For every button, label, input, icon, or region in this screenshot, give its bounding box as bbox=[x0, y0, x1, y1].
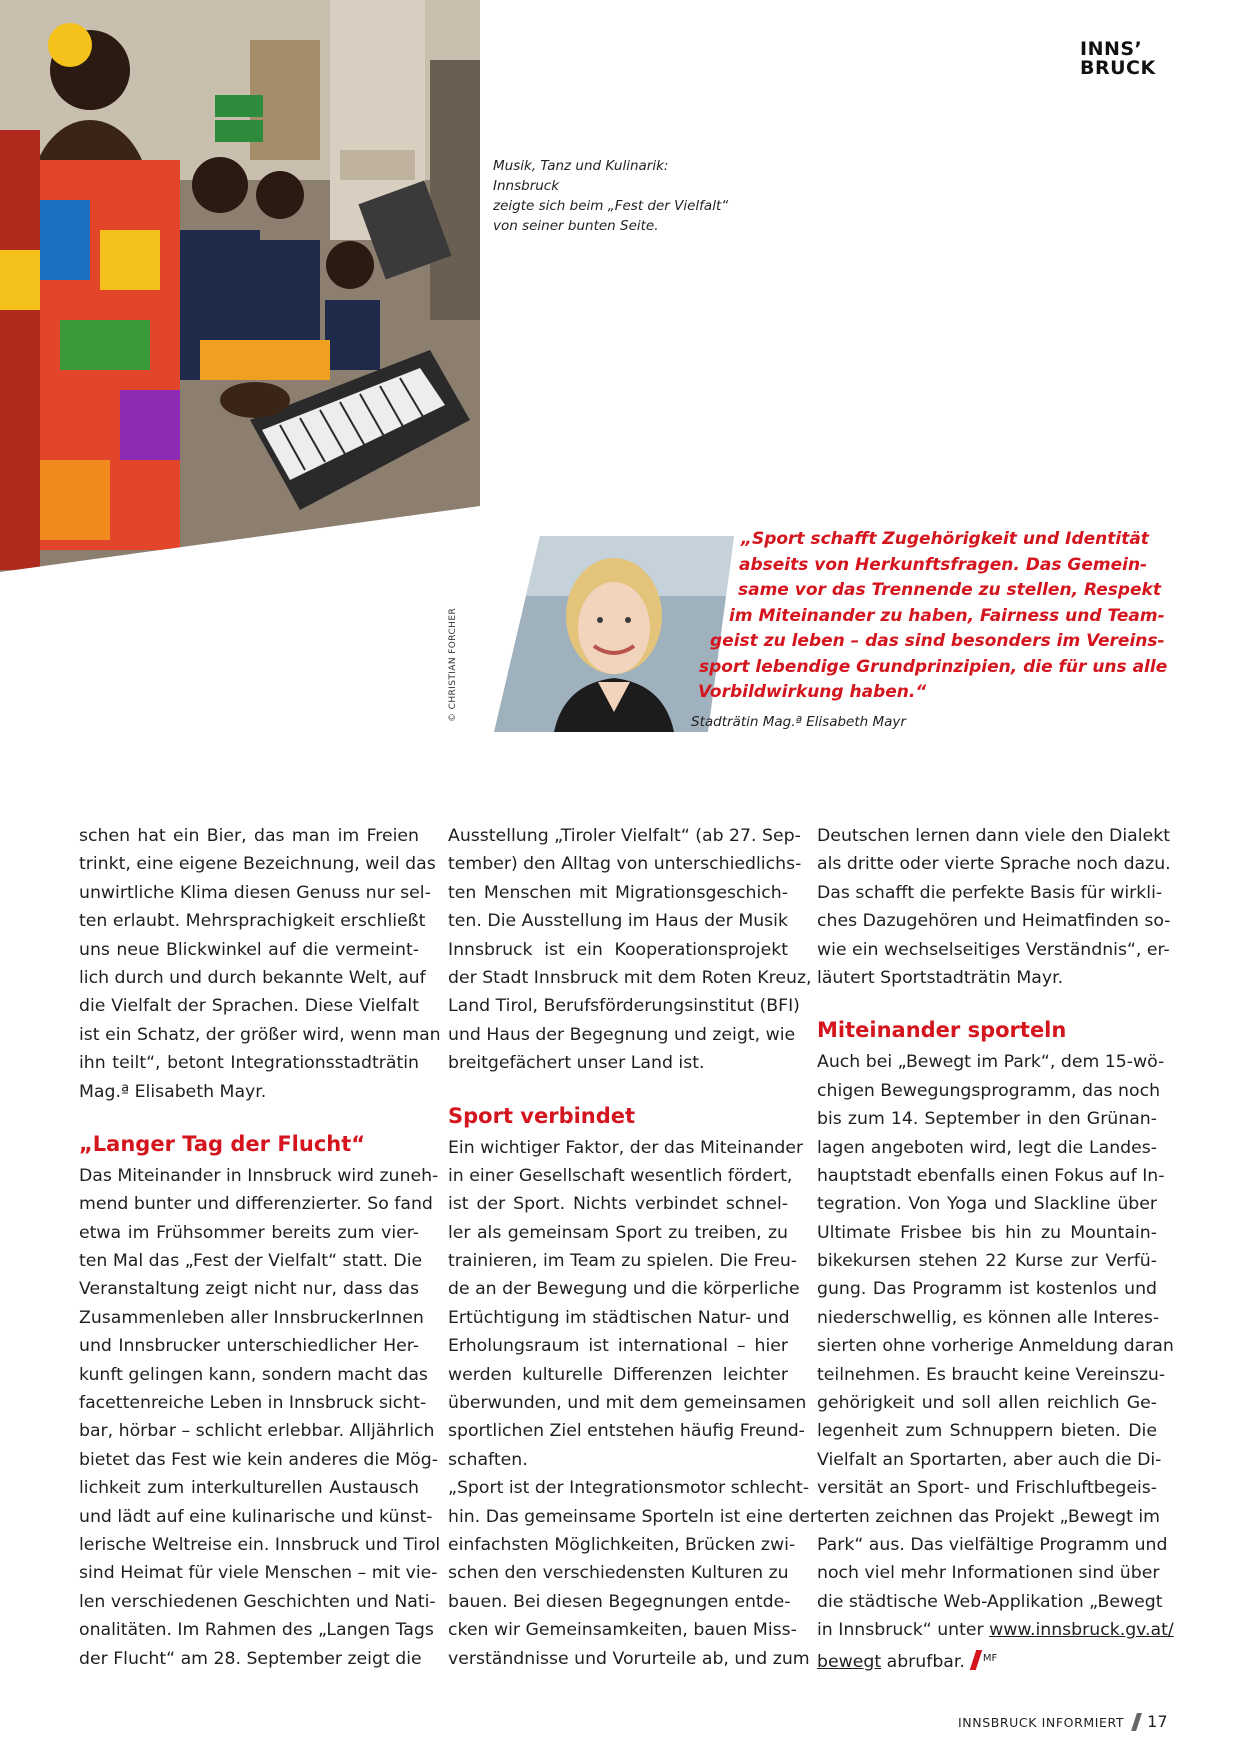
text-line: Auch bei „Bewegt im Park“, dem 15-wö- bbox=[817, 1052, 1165, 1073]
text-line: lich durch und durch bekannte Welt, auf bbox=[79, 967, 426, 988]
text-line bbox=[817, 1645, 1157, 1673]
text-line: lagen angeboten wird, legt die Landes- bbox=[817, 1137, 1157, 1158]
text-line: Vielfalt an Sportarten, aber auch die Di- bbox=[817, 1449, 1162, 1470]
author-signature: MF bbox=[982, 1652, 998, 1664]
text-line: Land Tirol, Berufsförderungsinstitut (BFI) bbox=[448, 996, 800, 1017]
text-line: Das schafft die perfekte Basis für wirkli- bbox=[817, 882, 1163, 903]
text-line: läutert Sportstadträtin Mayr. bbox=[817, 967, 1064, 988]
text-line: facettenreiche Leben in Innsbruck sicht- bbox=[79, 1393, 427, 1414]
text-line: Ein wichtiger Faktor, der das Miteinander bbox=[448, 1137, 804, 1158]
text-line: trainieren, im Team zu spielen. Die Freu- bbox=[448, 1251, 798, 1272]
text-line: ten. Die Ausstellung im Haus der Musik bbox=[448, 911, 788, 932]
text-line: mend bunter und differenzierter. So fand bbox=[79, 1194, 433, 1215]
footer-divider-icon bbox=[1131, 1713, 1142, 1731]
link-prefix: in Innsbruck“ unter bbox=[817, 1620, 984, 1641]
text-line: werden kulturelle Differenzen leichter bbox=[448, 1364, 788, 1385]
text-line: der Flucht“ am 28. September zeigt die bbox=[79, 1648, 422, 1669]
text-line: wie ein wechselseitiges Verständnis“, er- bbox=[817, 939, 1170, 960]
quote-line: abseits von Herkunftsfragen. Das Gemein- bbox=[739, 554, 1148, 575]
text-line: schen hat ein Bier, das man im Freien bbox=[79, 826, 419, 846]
text-line: ten erlaubt. Mehrsprachigkeit erschließt bbox=[79, 911, 426, 932]
photo-credit: © CHRISTIAN FORCHER bbox=[448, 607, 458, 722]
article-column-3 bbox=[817, 822, 1174, 1673]
text-line: bikekursen stehen 22 Kurse zur Verfü- bbox=[817, 1251, 1157, 1272]
text-line: ist der Sport. Nichts verbindet schnel- bbox=[448, 1194, 788, 1215]
quote-line: „Sport schafft Zugehörigkeit und Identität bbox=[741, 529, 1149, 549]
text-line: ist ein Schatz, der größer wird, wenn man bbox=[79, 1024, 441, 1045]
text-line: etwa im Frühsommer bereits zum vier- bbox=[79, 1222, 419, 1243]
text-line bbox=[817, 1616, 1174, 1644]
text-line: bietet das Fest wie kein anderes die Mög- bbox=[79, 1449, 438, 1470]
logo-line-2: BRUCK bbox=[1080, 57, 1156, 79]
quote-line: same vor das Trennende zu stellen, Respekt bbox=[738, 580, 1161, 600]
text-line: tember) den Alltag von unterschiedlichs- bbox=[448, 854, 802, 875]
text-line: chigen Bewegungsprogramm, das noch bbox=[817, 1080, 1161, 1101]
text-line: ler als gemeinsam Sport zu treiben, zu bbox=[448, 1222, 788, 1243]
text-line: bis zum 14. September in den Grünan- bbox=[817, 1109, 1157, 1130]
text-line: onalitäten. Im Rahmen des „Langen Tags bbox=[79, 1620, 434, 1641]
text-line: verständnisse und Vorurteile ab, und zum bbox=[448, 1648, 810, 1669]
quote-author: Stadträtin Mag.ª Elisabeth Mayr bbox=[691, 714, 906, 730]
section-heading-sport-verbindet: Sport verbindet bbox=[448, 1103, 636, 1128]
text-line: hin. Das gemeinsame Sporteln ist eine der bbox=[448, 1506, 818, 1527]
text-line: niederschwellig, es können alle Interes- bbox=[817, 1307, 1160, 1328]
text-line: bauen. Bei diesen Begegnungen entde- bbox=[448, 1591, 791, 1612]
text-line: lerische Weltreise ein. Innsbruck und Tirol bbox=[79, 1534, 441, 1555]
bewegt-link-part-1[interactable]: www.innsbruck.gv.at/ bbox=[989, 1620, 1174, 1641]
text-line: der Stadt Innsbruck mit dem Roten Kreuz, bbox=[448, 967, 812, 988]
text-line: schen den verschiedensten Kulturen zu bbox=[448, 1563, 789, 1584]
end-mark-icon bbox=[970, 1650, 982, 1670]
quote-line: im Miteinander zu haben, Fairness und Team- bbox=[729, 605, 1165, 626]
text-line: Erholungsraum ist international – hier bbox=[448, 1336, 788, 1357]
page-footer bbox=[958, 1712, 1168, 1731]
text-line: Ertüchtigung im städtischen Natur- und bbox=[448, 1307, 790, 1328]
text-line: gehörigkeit und soll allen reichlich Ge- bbox=[817, 1393, 1157, 1414]
section-heading-langer-tag: „Langer Tag der Flucht“ bbox=[79, 1131, 366, 1156]
text-line: und lädt auf eine kulinarische und künst- bbox=[79, 1506, 433, 1527]
text-line: teilnehmen. Es braucht keine Vereinszu- bbox=[817, 1364, 1166, 1385]
text-line: bar, hörbar – schlicht erlebbar. Alljährlich bbox=[79, 1421, 435, 1442]
text-line: schaften. bbox=[448, 1449, 528, 1470]
text-line: als dritte oder vierte Sprache noch dazu. bbox=[817, 854, 1171, 875]
caption-line-1: Musik, Tanz und Kulinarik: Innsbruck bbox=[493, 158, 669, 194]
text-line: überwunden, und mit dem gemeinsamen bbox=[448, 1393, 807, 1414]
link-suffix: abrufbar. bbox=[886, 1651, 965, 1672]
text-line: ihn teilt“, betont Integrationsstadträtin bbox=[79, 1053, 419, 1074]
text-line: hauptstadt ebenfalls einen Fokus auf In- bbox=[817, 1165, 1165, 1186]
footer-label: INNSBRUCK INFORMIERT bbox=[958, 1715, 1125, 1730]
bewegt-link-part-2[interactable]: bewegt bbox=[817, 1651, 882, 1672]
festival-photo-illustration bbox=[0, 0, 480, 572]
text-line: de an der Bewegung und die körperliche bbox=[448, 1279, 800, 1300]
page-number: 17 bbox=[1147, 1712, 1168, 1731]
quote-line: sport lebendige Grundprinzipien, die für uns alle bbox=[699, 656, 1168, 677]
text-line: noch viel mehr Informationen sind über bbox=[817, 1563, 1160, 1584]
text-line: Ausstellung „Tiroler Vielfalt“ (ab 27. Sep- bbox=[448, 826, 801, 846]
caption-line-2: zeigte sich beim „Fest der Vielfalt“ bbox=[493, 198, 729, 214]
text-line: Ultimate Frisbee bis hin zu Mountain- bbox=[817, 1222, 1157, 1243]
pull-quote bbox=[690, 527, 1168, 706]
text-line: trinkt, eine eigene Bezeichnung, weil das bbox=[79, 854, 436, 875]
text-line: breitgefächert unser Land ist. bbox=[448, 1053, 705, 1074]
text-line: Veranstaltung zeigt nicht nur, dass das bbox=[79, 1279, 419, 1300]
text-line: Das Miteinander in Innsbruck wird zuneh- bbox=[79, 1165, 439, 1186]
festival-photo bbox=[0, 0, 480, 572]
text-line: sportlichen Ziel entstehen häufig Freund- bbox=[448, 1421, 805, 1442]
text-line: Park“ aus. Das vielfältige Programm und bbox=[817, 1534, 1168, 1555]
text-line: und Innsbrucker unterschiedlicher Her- bbox=[79, 1336, 419, 1357]
text-line: Zusammenleben aller InnsbruckerInnen bbox=[79, 1307, 424, 1328]
text-line: lichkeit zum interkulturellen Austausch bbox=[79, 1478, 419, 1499]
photo-caption bbox=[493, 156, 733, 236]
article-column-2 bbox=[448, 822, 818, 1673]
text-line: ten Menschen mit Migrationsgeschich- bbox=[448, 882, 788, 903]
text-line: unwirtliche Klima diesen Genuss nur sel- bbox=[79, 882, 431, 903]
text-line: Mag.ª Elisabeth Mayr. bbox=[79, 1081, 267, 1102]
innsbruck-logo bbox=[1080, 40, 1156, 78]
text-line: terten zeichnen das Projekt „Bewegt im bbox=[817, 1506, 1161, 1527]
section-heading-miteinander-sporteln: Miteinander sporteln bbox=[817, 1018, 1067, 1043]
logo-line-1: INNS’ bbox=[1080, 38, 1143, 60]
text-line: die Vielfalt der Sprachen. Diese Vielfalt bbox=[79, 996, 419, 1017]
text-line: ches Dazugehören und Heimatfinden so- bbox=[817, 911, 1171, 932]
text-line: tegration. Von Yoga und Slackline über bbox=[817, 1194, 1157, 1215]
text-line: die städtische Web-Applikation „Bewegt bbox=[817, 1591, 1163, 1612]
text-line: ten Mal das „Fest der Vielfalt“ statt. Die bbox=[79, 1251, 423, 1272]
text-line: einfachsten Möglichkeiten, Brücken zwi- bbox=[448, 1534, 796, 1555]
text-line: cken wir Gemeinsamkeiten, bauen Miss- bbox=[448, 1620, 797, 1641]
caption-line-3: von seiner bunten Seite. bbox=[493, 218, 659, 234]
text-line: Innsbruck ist ein Kooperationsprojekt bbox=[448, 939, 788, 960]
text-line: versität an Sport- und Frischluftbegeis- bbox=[817, 1478, 1157, 1499]
text-line: sierten ohne vorherige Anmeldung daran bbox=[817, 1336, 1174, 1357]
text-line: und Haus der Begegnung und zeigt, wie bbox=[448, 1024, 796, 1045]
text-line: gung. Das Programm ist kostenlos und bbox=[817, 1279, 1157, 1300]
text-line: kunft gelingen kann, sondern macht das bbox=[79, 1364, 428, 1385]
text-line: legenheit zum Schnuppern bieten. Die bbox=[817, 1421, 1157, 1442]
quote-line: geist zu leben – das sind besonders im Vereins- bbox=[710, 631, 1165, 651]
text-line: sind Heimat für viele Menschen – mit vie- bbox=[79, 1563, 438, 1584]
text-line: Deutschen lernen dann viele den Dialekt bbox=[817, 826, 1170, 846]
text-line: uns neue Blickwinkel auf die vermeint- bbox=[79, 939, 419, 960]
text-line: len verschiedenen Geschichten und Nati- bbox=[79, 1591, 436, 1612]
text-line: in einer Gesellschaft wesentlich fördert, bbox=[448, 1165, 793, 1186]
text-line: „Sport ist der Integrationsmotor schlecht- bbox=[448, 1478, 810, 1499]
quote-line: Vorbildwirkung haben.“ bbox=[698, 682, 927, 702]
article-column-1 bbox=[79, 822, 441, 1673]
